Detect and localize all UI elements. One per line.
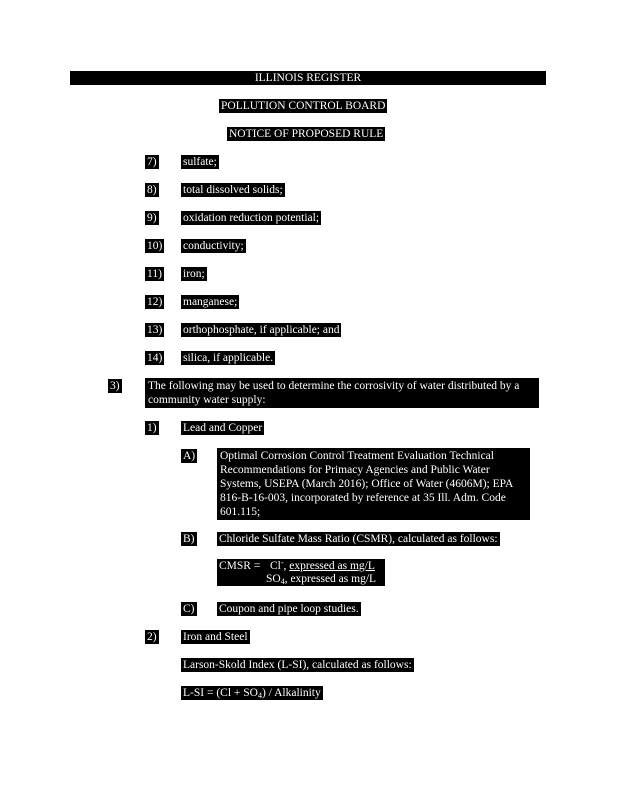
notice-title: NOTICE OF PROPOSED RULE	[229, 128, 384, 140]
item-text: silica, if applicable.	[183, 352, 274, 364]
item-text: sulfate;	[183, 156, 217, 168]
subsection-title: Lead and Copper	[183, 422, 263, 434]
item-text: iron;	[183, 268, 205, 280]
larson-skold-text: Larson-Skold Index (L-SI), calculated as follows:	[183, 659, 412, 671]
subsection-num: 1)	[147, 422, 157, 434]
register-header: ILLINOIS REGISTER	[70, 71, 546, 85]
lsi-formula: $L-SI = (Cl + SO_4)$ / Alkalinity	[183, 687, 321, 700]
formula-lhs: CMSR =	[219, 560, 261, 572]
clause-num: C)	[183, 603, 195, 615]
item-text: manganese;	[183, 296, 238, 308]
clause-text: Coupon and pipe loop studies.	[219, 603, 359, 615]
clause-text: Optimal Corrosion Control Treatment Evaluation Technical Recommendations for Primacy Agencies and Public Water Systems, USEPA (March 2016); Office of Water (4606M); EPA 816-B-16-003, incorporated by reference at 35 Ill. Adm. Code 601.115;	[217, 448, 530, 520]
item-num: 12)	[147, 296, 163, 308]
formula-numerator: Cl-, expressed as mg/L	[270, 558, 375, 572]
item-text: total dissolved solids;	[183, 184, 283, 196]
item-num: 14)	[147, 352, 163, 364]
item-num: 9)	[147, 212, 157, 224]
item-num: 13)	[147, 324, 163, 336]
item-num: 7)	[147, 156, 157, 168]
formula-denominator: $SO_4$, expressed as mg/L	[266, 573, 377, 586]
item-text: conductivity;	[183, 240, 244, 252]
item-text: oxidation reduction potential;	[183, 212, 320, 224]
subsection-num: 2)	[147, 631, 157, 643]
section-num: 3)	[110, 380, 120, 392]
board-title: POLLUTION CONTROL BOARD	[221, 100, 386, 112]
item-num: 10)	[147, 240, 163, 252]
clause-text: Chloride Sulfate Mass Ratio (CSMR), calculated as follows:	[219, 533, 498, 545]
item-text: orthophosphate, if applicable; and	[183, 324, 340, 336]
item-num: 8)	[147, 184, 157, 196]
clause-num: A)	[183, 450, 196, 462]
section-text: The following may be used to determine the corrosivity of water distributed by a community water supply:	[145, 378, 539, 408]
clause-num: B)	[183, 533, 195, 545]
subsection-title: Iron and Steel	[183, 631, 248, 643]
item-num: 11)	[147, 268, 162, 280]
